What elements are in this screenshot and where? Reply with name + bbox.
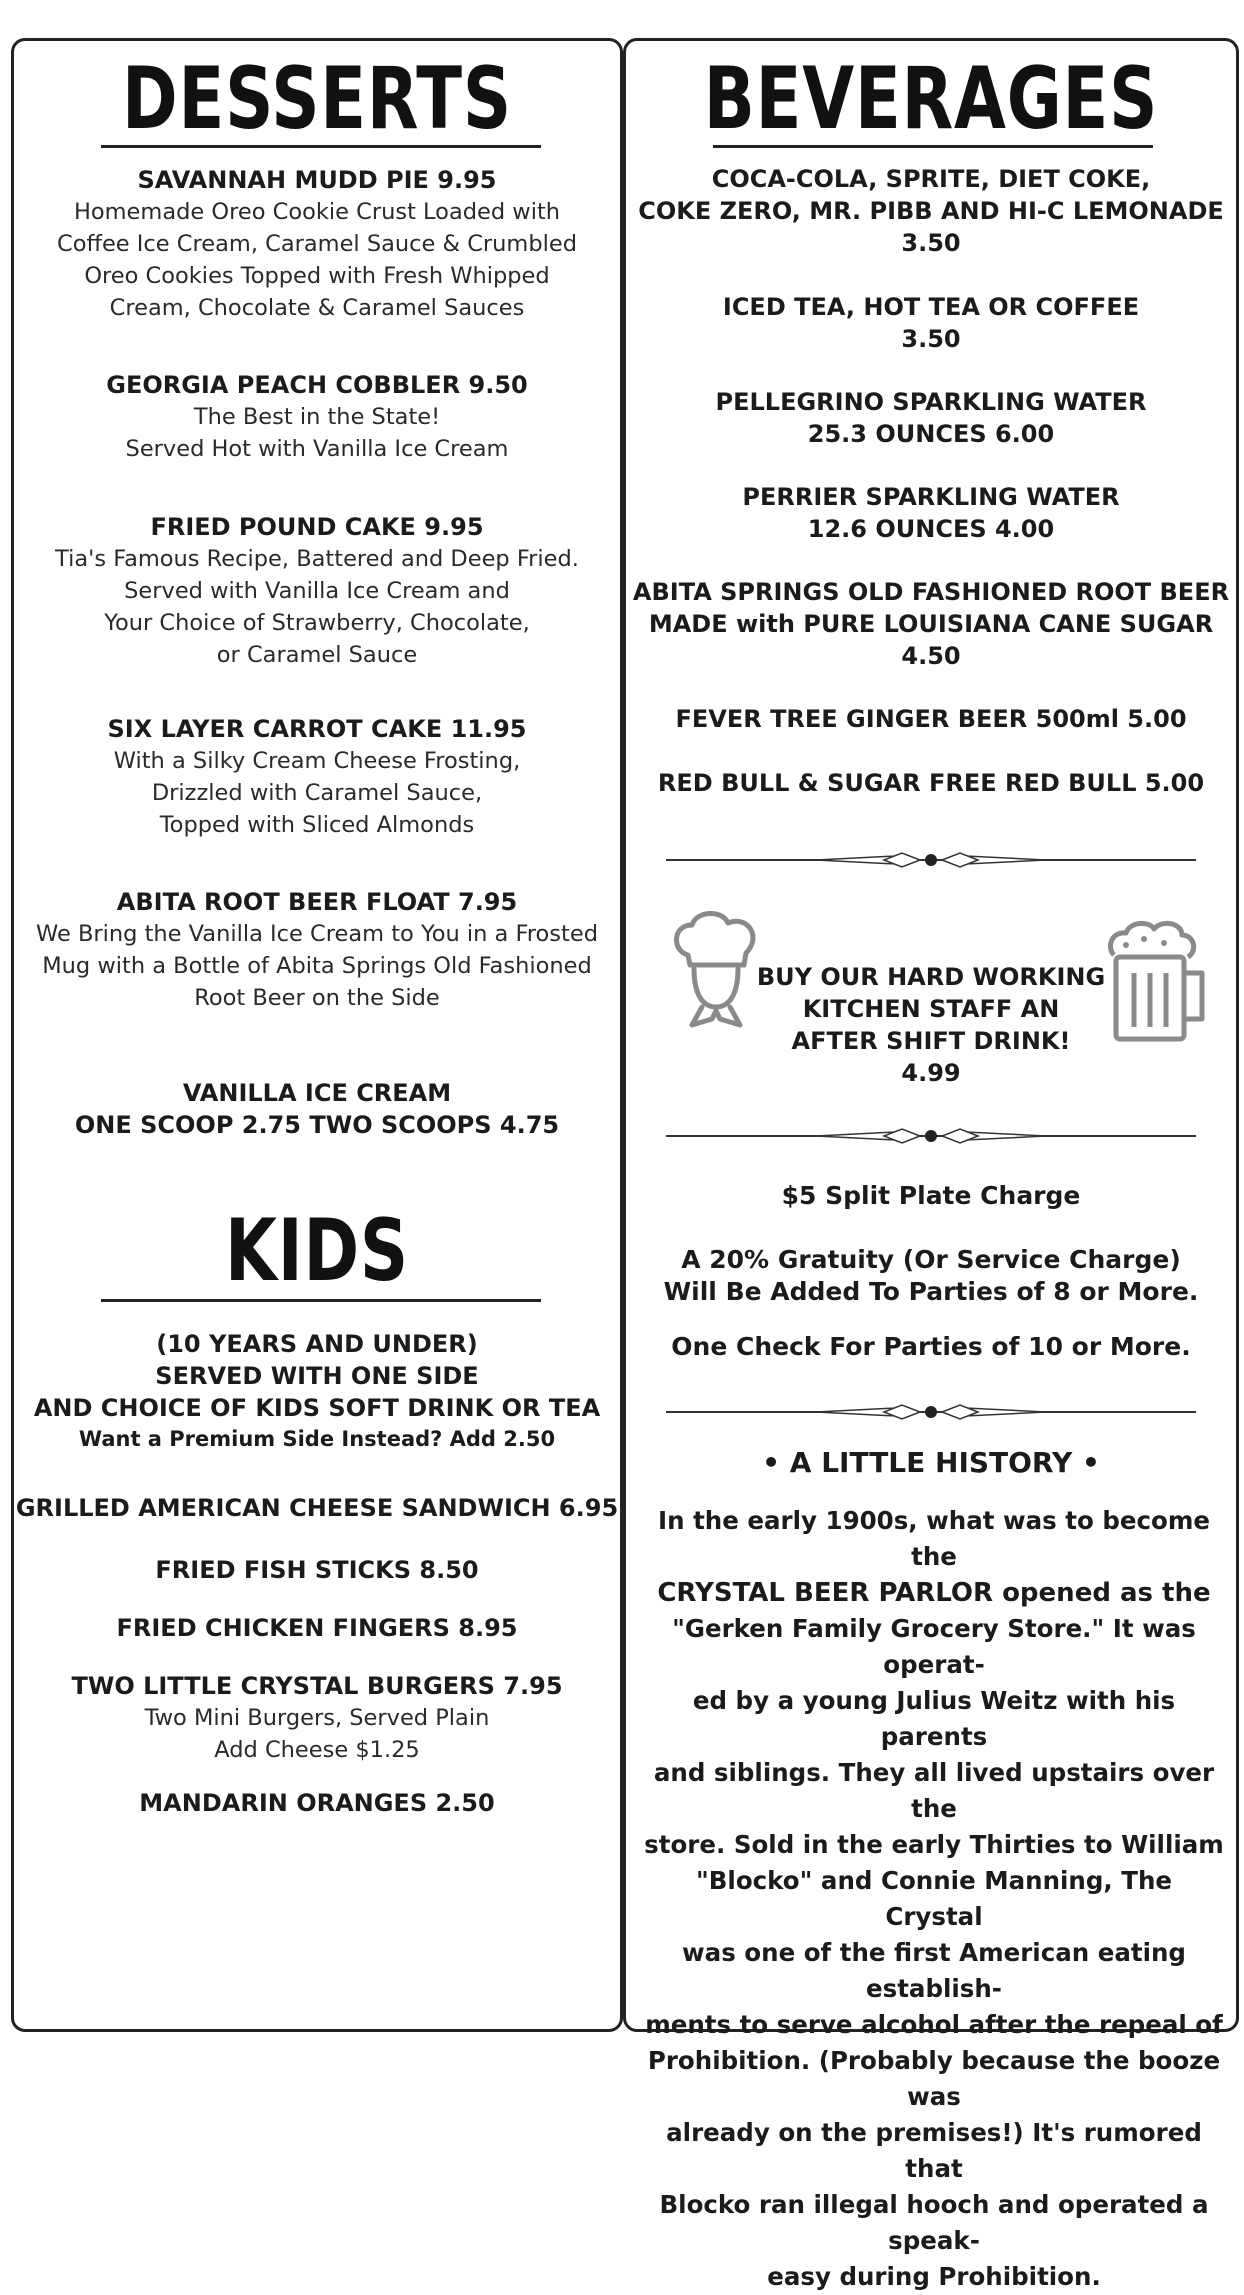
ornament-divider [666,1126,1196,1146]
kids-heading: KIDS [224,1201,410,1301]
split-plate-note: $5 Split Plate Charge [781,1181,1081,1210]
dessert-item: ABITA ROOT BEER FLOAT 7.95 We Bring the Vanilla Ice Cream to You in a Frosted Mug with a Bottle of Abita Springs Old Fashioned Root Beer on the Side [36,888,598,1011]
kids-item: FRIED FISH STICKS 8.50 [155,1556,479,1584]
kitchen-staff-offer: BUY OUR HARD WORKING KITCHEN STAFF AN AFTER SHIFT DRINK! 4.99 [756,963,1106,1087]
ornament-divider [666,1402,1196,1422]
beverage-item: PELLEGRINO SPARKLING WATER 25.3 OUNCES 6.00 [715,388,1147,448]
dessert-item: SAVANNAH MUDD PIE 9.95 Homemade Oreo Cookie Crust Loaded with Coffee Ice Cream, Caramel Sauce & Crumbled Oreo Cookies Topped with Fresh Whipped Cream, Chocolate & Caramel Sauces [56,166,578,321]
desserts-rule [101,145,541,148]
beverage-item: COCA-COLA, SPRITE, DIET COKE, COKE ZERO, MR. PIBB AND HI-C LEMONADE 3.50 [638,165,1224,257]
beverages-heading: BEVERAGES [703,49,1159,149]
history-text: In the early 1900s, what was to become the CRYSTAL BEER PARLOR opened as the "Gerken Family Grocery Store." It was operat- ed by a young Julius Weitz with his parents and siblings. They all lived upstairs over the store. Sold in the early Thirties to William "Blocko" and Connie Manning, The Crystal was one of the first American eating establish- ments to serve alcohol after the repeal of Prohibition. (Probably because the booze was already on the premises!) It's rumored that Blocko ran illegal hooch and operated a speak- easy during Prohibition. [644,1506,1224,2291]
kids-item: FRIED CHICKEN FINGERS 8.95 [116,1614,518,1642]
dessert-item: SIX LAYER CARROT CAKE 11.95 With a Silky Cream Cheese Frosting, Drizzled with Caramel Sauce, Topped with Sliced Almonds [107,715,527,838]
desserts-kids-panel [11,38,623,2032]
kids-item: TWO LITTLE CRYSTAL BURGERS 7.95 Two Mini Burgers, Served Plain Add Cheese $1.25 [71,1672,563,1763]
beverage-item: RED BULL & SUGAR FREE RED BULL 5.00 [657,769,1205,797]
check-note: One Check For Parties of 10 or More. [671,1332,1191,1361]
desserts-heading: DESSERTS [122,49,512,149]
kids-item: MANDARIN ORANGES 2.50 [139,1789,495,1817]
beverage-item: ICED TEA, HOT TEA OR COFFEE 3.50 [722,293,1140,353]
gratuity-note: A 20% Gratuity (Or Service Charge) Will Be Added To Parties of 8 or More. [663,1245,1199,1306]
kids-rule [101,1299,541,1302]
ornament-divider [666,850,1196,870]
beverage-item: ABITA SPRINGS OLD FASHIONED ROOT BEER MADE with PURE LOUISIANA CANE SUGAR 4.50 [632,578,1230,670]
dessert-item: GEORGIA PEACH COBBLER 9.50 The Best in the State! Served Hot with Vanilla Ice Cream [106,371,528,462]
kids-item: GRILLED AMERICAN CHEESE SANDWICH 6.95 [15,1494,619,1522]
dessert-item: VANILLA ICE CREAM ONE SCOOP 2.75 TWO SCOOPS 4.75 [74,1079,560,1139]
beverage-item: FEVER TREE GINGER BEER 500ml 5.00 [675,705,1187,733]
beverage-item: PERRIER SPARKLING WATER 12.6 OUNCES 4.00 [742,483,1120,543]
dessert-item: FRIED POUND CAKE 9.95 Tia's Famous Recipe, Battered and Deep Fried. Served with Vanilla Ice Cream and Your Choice of Strawberry, Chocolate, or Caramel Sauce [55,513,579,668]
beverages-panel [623,38,1239,2291]
beverages-rule [713,145,1153,148]
history-title: • A LITTLE HISTORY • [762,1446,1100,1479]
kids-intro: (10 YEARS AND UNDER) SERVED WITH ONE SIDE AND CHOICE OF KIDS SOFT DRINK OR TEA Want a Premium Side Instead? Add 2.50 [33,1330,601,1451]
